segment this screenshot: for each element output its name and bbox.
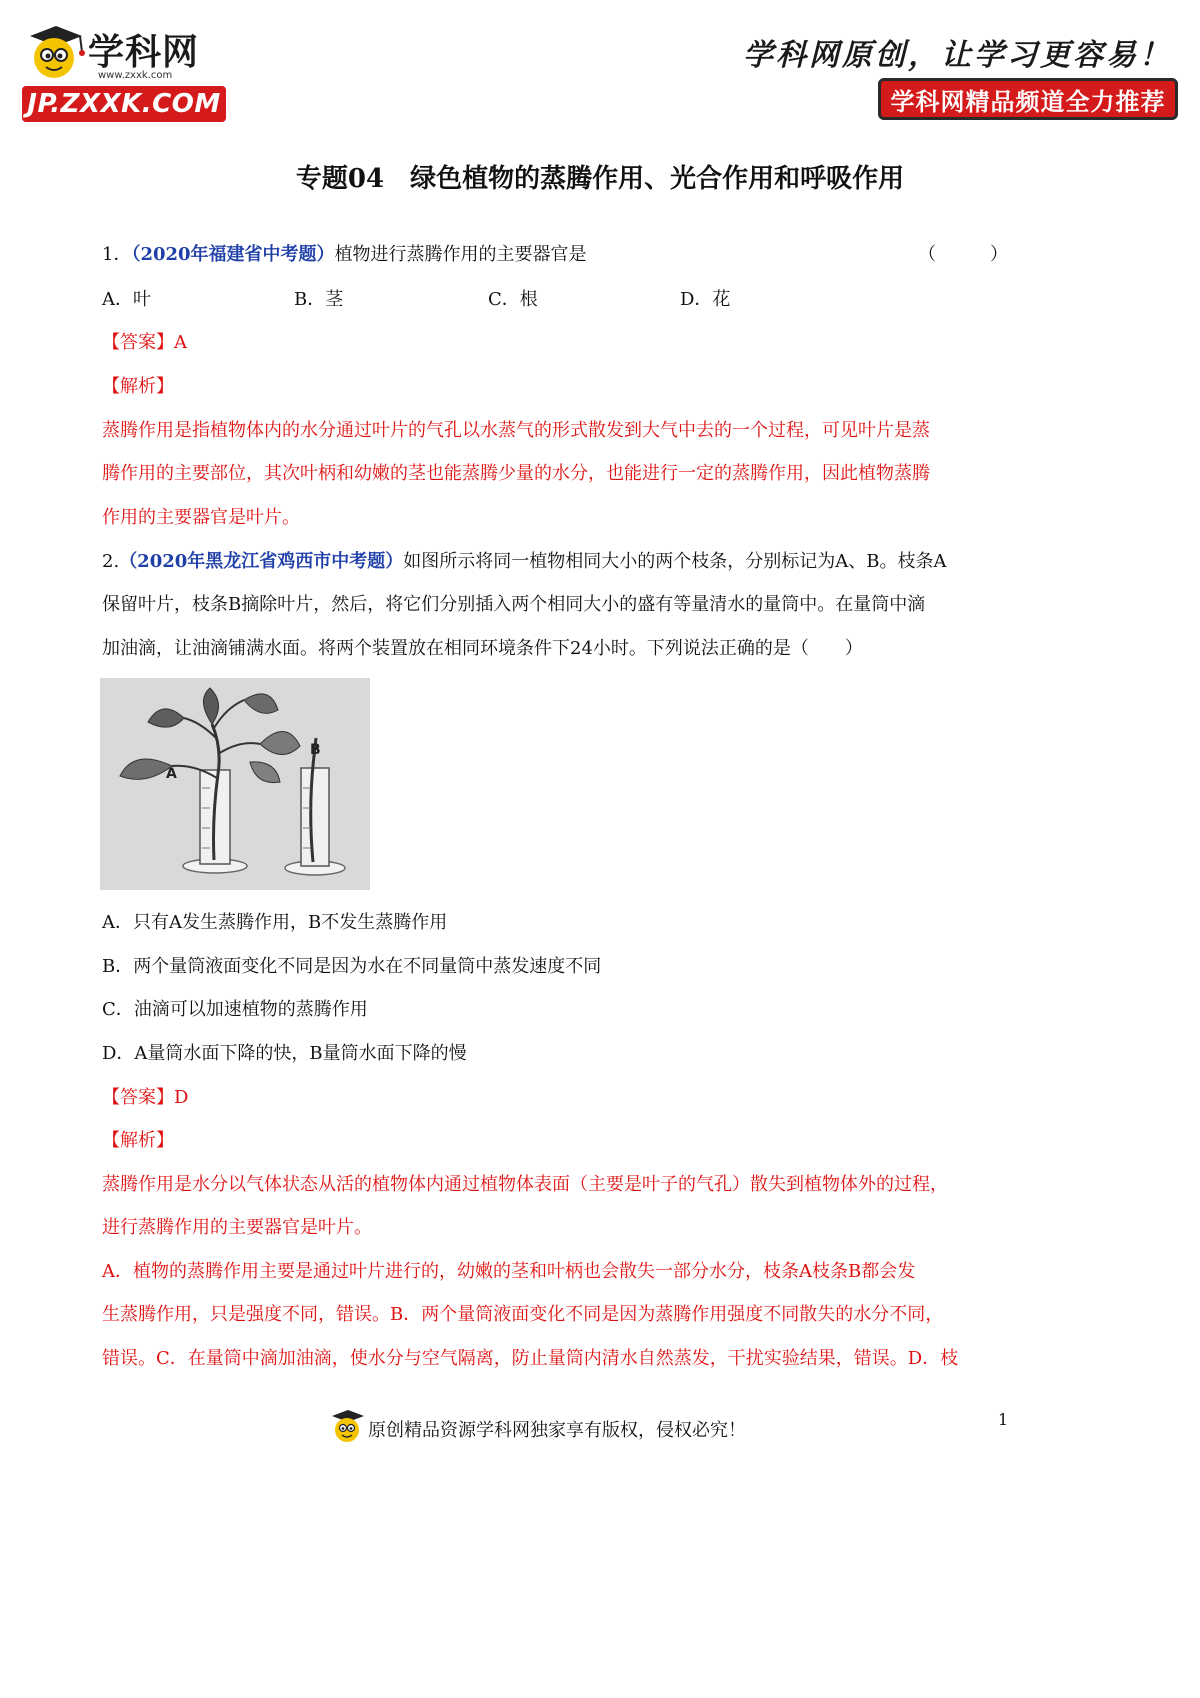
experiment-figure: [100, 678, 370, 890]
logo-text: 学科网: [88, 32, 200, 73]
q1-source: （2020年福建省中考题）: [131, 244, 335, 265]
logo-banner: JP.ZXXK.COM: [22, 86, 226, 122]
q1-answer-value: A: [174, 332, 187, 353]
q2-answer-value: D: [174, 1087, 189, 1108]
q1-answer-paren: （ ）: [918, 244, 1008, 265]
page-number: 1: [998, 1410, 1009, 1429]
q1-option-a: A．叶: [102, 289, 151, 310]
logo-url: www.zxxk.com: [98, 70, 173, 81]
q1-answer-label: 【答案】: [102, 332, 174, 353]
document-title: 专题04 绿色植物的蒸腾作用、光合作用和呼吸作用: [295, 164, 905, 194]
q2-stem-line-3: 加油滴，让油滴铺满水面。将两个装置放在相同环境条件下24小时。下列说法正确的是（ ）: [102, 638, 863, 659]
figure-label-a: A: [166, 766, 177, 782]
q1-analysis-label: 【解析】: [102, 376, 174, 397]
copyright-notice: 原创精品资源学科网独家享有版权，侵权必究！: [368, 1420, 746, 1441]
q2-option-b: B．两个量筒液面变化不同是因为水在不同量筒中蒸发速度不同: [102, 956, 602, 977]
q1-stem-text: 植物进行蒸腾作用的主要器官是: [334, 244, 587, 265]
q2-stem-text-1: 如图所示将同一植物相同大小的两个枝条，分别标记为A、B。枝条A: [403, 551, 947, 572]
q2-analysis-line-1: 蒸腾作用是水分以气体状态从活的植物体内通过植物体表面（主要是叶子的气孔）散失到植物体外的过程，: [102, 1174, 948, 1195]
copyright-footer: [328, 1408, 788, 1448]
q1-analysis-line-2: 腾作用的主要部位，其次叶柄和幼嫩的茎也能蒸腾少量的水分，也能进行一定的蒸腾作用，因此植物蒸腾: [102, 463, 930, 484]
q1-option-d: D．花: [680, 289, 731, 310]
experiment-illustration: [100, 678, 370, 890]
q2-analysis-label: 【解析】: [102, 1130, 174, 1151]
mascot-icon: [22, 22, 86, 84]
q2-number: 2.: [102, 551, 120, 572]
q2-option-d: D．A量筒水面下降的快，B量筒水面下降的慢: [102, 1043, 467, 1064]
slogan: 学科网原创，让学习更容易！: [743, 38, 1172, 73]
recommend-banner: 学科网精品频道全力推荐: [878, 78, 1178, 120]
q1-stem: [102, 243, 587, 267]
figure-label-b: B: [310, 742, 321, 758]
q2-analysis-line-4: 生蒸腾作用，只是强度不同，错误。B．两个量筒液面变化不同是因为蒸腾作用强度不同散失的水分不同，: [102, 1304, 944, 1325]
zxxk-logo: [22, 22, 252, 122]
q2-stem-line-2: 保留叶片，枝条B摘除叶片，然后，将它们分别插入两个相同大小的盛有等量清水的量筒中。在量筒中滴: [102, 594, 926, 615]
q1-analysis-line-1: 蒸腾作用是指植物体内的水分通过叶片的气孔以水蒸气的形式散发到大气中去的一个过程，可见叶片是蒸: [102, 420, 930, 441]
q2-answer-label: 【答案】: [102, 1087, 174, 1108]
q2-option-c: C．油滴可以加速植物的蒸腾作用: [102, 999, 368, 1020]
q1-analysis-line-3: 作用的主要器官是叶片。: [102, 507, 300, 528]
q2-analysis-line-3: A．植物的蒸腾作用主要是通过叶片进行的，幼嫩的茎和叶柄也会散失一部分水分，枝条A枝条B都会发: [102, 1261, 916, 1282]
q1-number: 1．: [102, 244, 132, 265]
q2-source: （2020年黑龙江省鸡西市中考题）: [119, 551, 404, 572]
q2-analysis-line-2: 进行蒸腾作用的主要器官是叶片。: [102, 1217, 372, 1238]
q1-option-c: C．根: [488, 289, 538, 310]
q2-analysis-line-5: 错误。C．在量筒中滴加油滴，使水分与空气隔离，防止量筒内清水自然蒸发，干扰实验结果，错误。D．枝: [102, 1348, 959, 1369]
q2-answer: [102, 1086, 188, 1110]
q1-answer: [102, 331, 187, 355]
q2-stem-line-1: [102, 550, 947, 574]
q2-option-a: A．只有A发生蒸腾作用，B不发生蒸腾作用: [102, 912, 448, 933]
header-promo: [743, 30, 1178, 120]
mascot-icon: [328, 1408, 366, 1446]
q1-option-b: B．茎: [294, 289, 344, 310]
